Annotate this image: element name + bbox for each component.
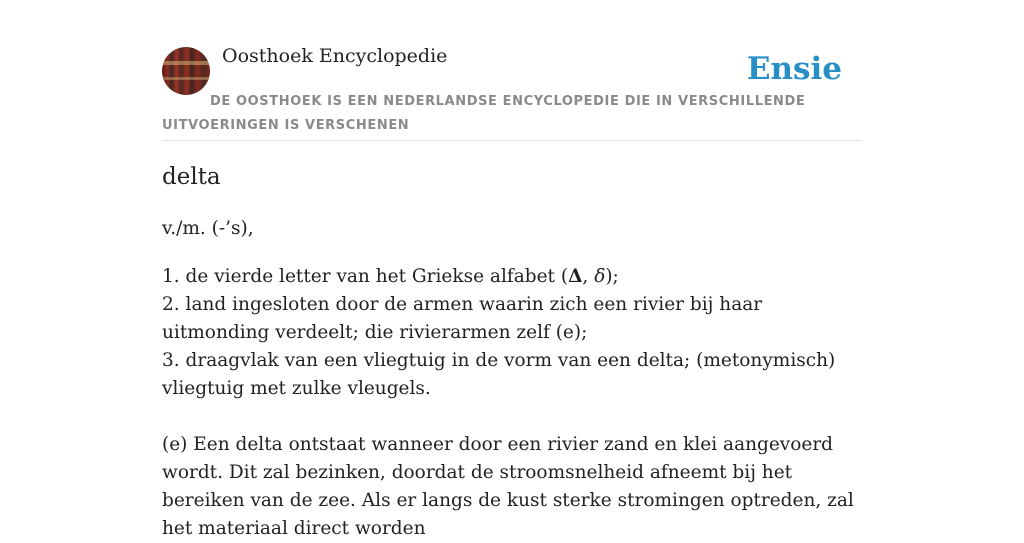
encyclopedic-note: (e) Een delta ontstaat wanneer door een rivier zand en klei aangevoerd wordt. Dit zal bezinken, doordat de stroomsnelheid afneemt bij het bereiken van de zee. Als er langs de kust sterke stromingen optreden, zal het materiaal direct worden	[162, 434, 854, 539]
ensie-logo[interactable]: Ensie	[746, 51, 842, 87]
definition-2: 2. land ingesloten door de armen waarin zich een rivier bij haar uitmonding verdeelt; die rivierarmen zelf (e);	[162, 294, 763, 343]
grammar-info: v./m. (-’s),	[162, 218, 254, 239]
definition-3: 3. draagvlak van een vliegtuig in de vorm van een delta; (metonymisch) vliegtuig met zulke vleugels.	[162, 350, 836, 399]
entry-headword: delta	[162, 164, 221, 190]
definition-1-suffix: );	[605, 266, 619, 287]
delta-separator: ,	[582, 266, 595, 287]
site-header	[162, 0, 862, 141]
encyclopedia-avatar[interactable]	[162, 47, 210, 95]
greek-lowercase-delta: δ	[594, 266, 606, 287]
site-title[interactable]: Oosthoek Encyclopedie	[222, 45, 448, 67]
definition-1	[162, 263, 864, 291]
page	[162, 0, 862, 539]
definition-list	[162, 263, 864, 403]
greek-uppercase-delta: Δ	[568, 266, 583, 287]
site-tagline: DE OOSTHOEK IS EEN NEDERLANDSE ENCYCLOPEDIE DIE IN VERSCHILLENDE UITVOERINGEN IS VERSCHENEN	[162, 94, 806, 133]
definition-1-text: 1. de vierde letter van het Griekse alfabet (	[162, 266, 569, 287]
